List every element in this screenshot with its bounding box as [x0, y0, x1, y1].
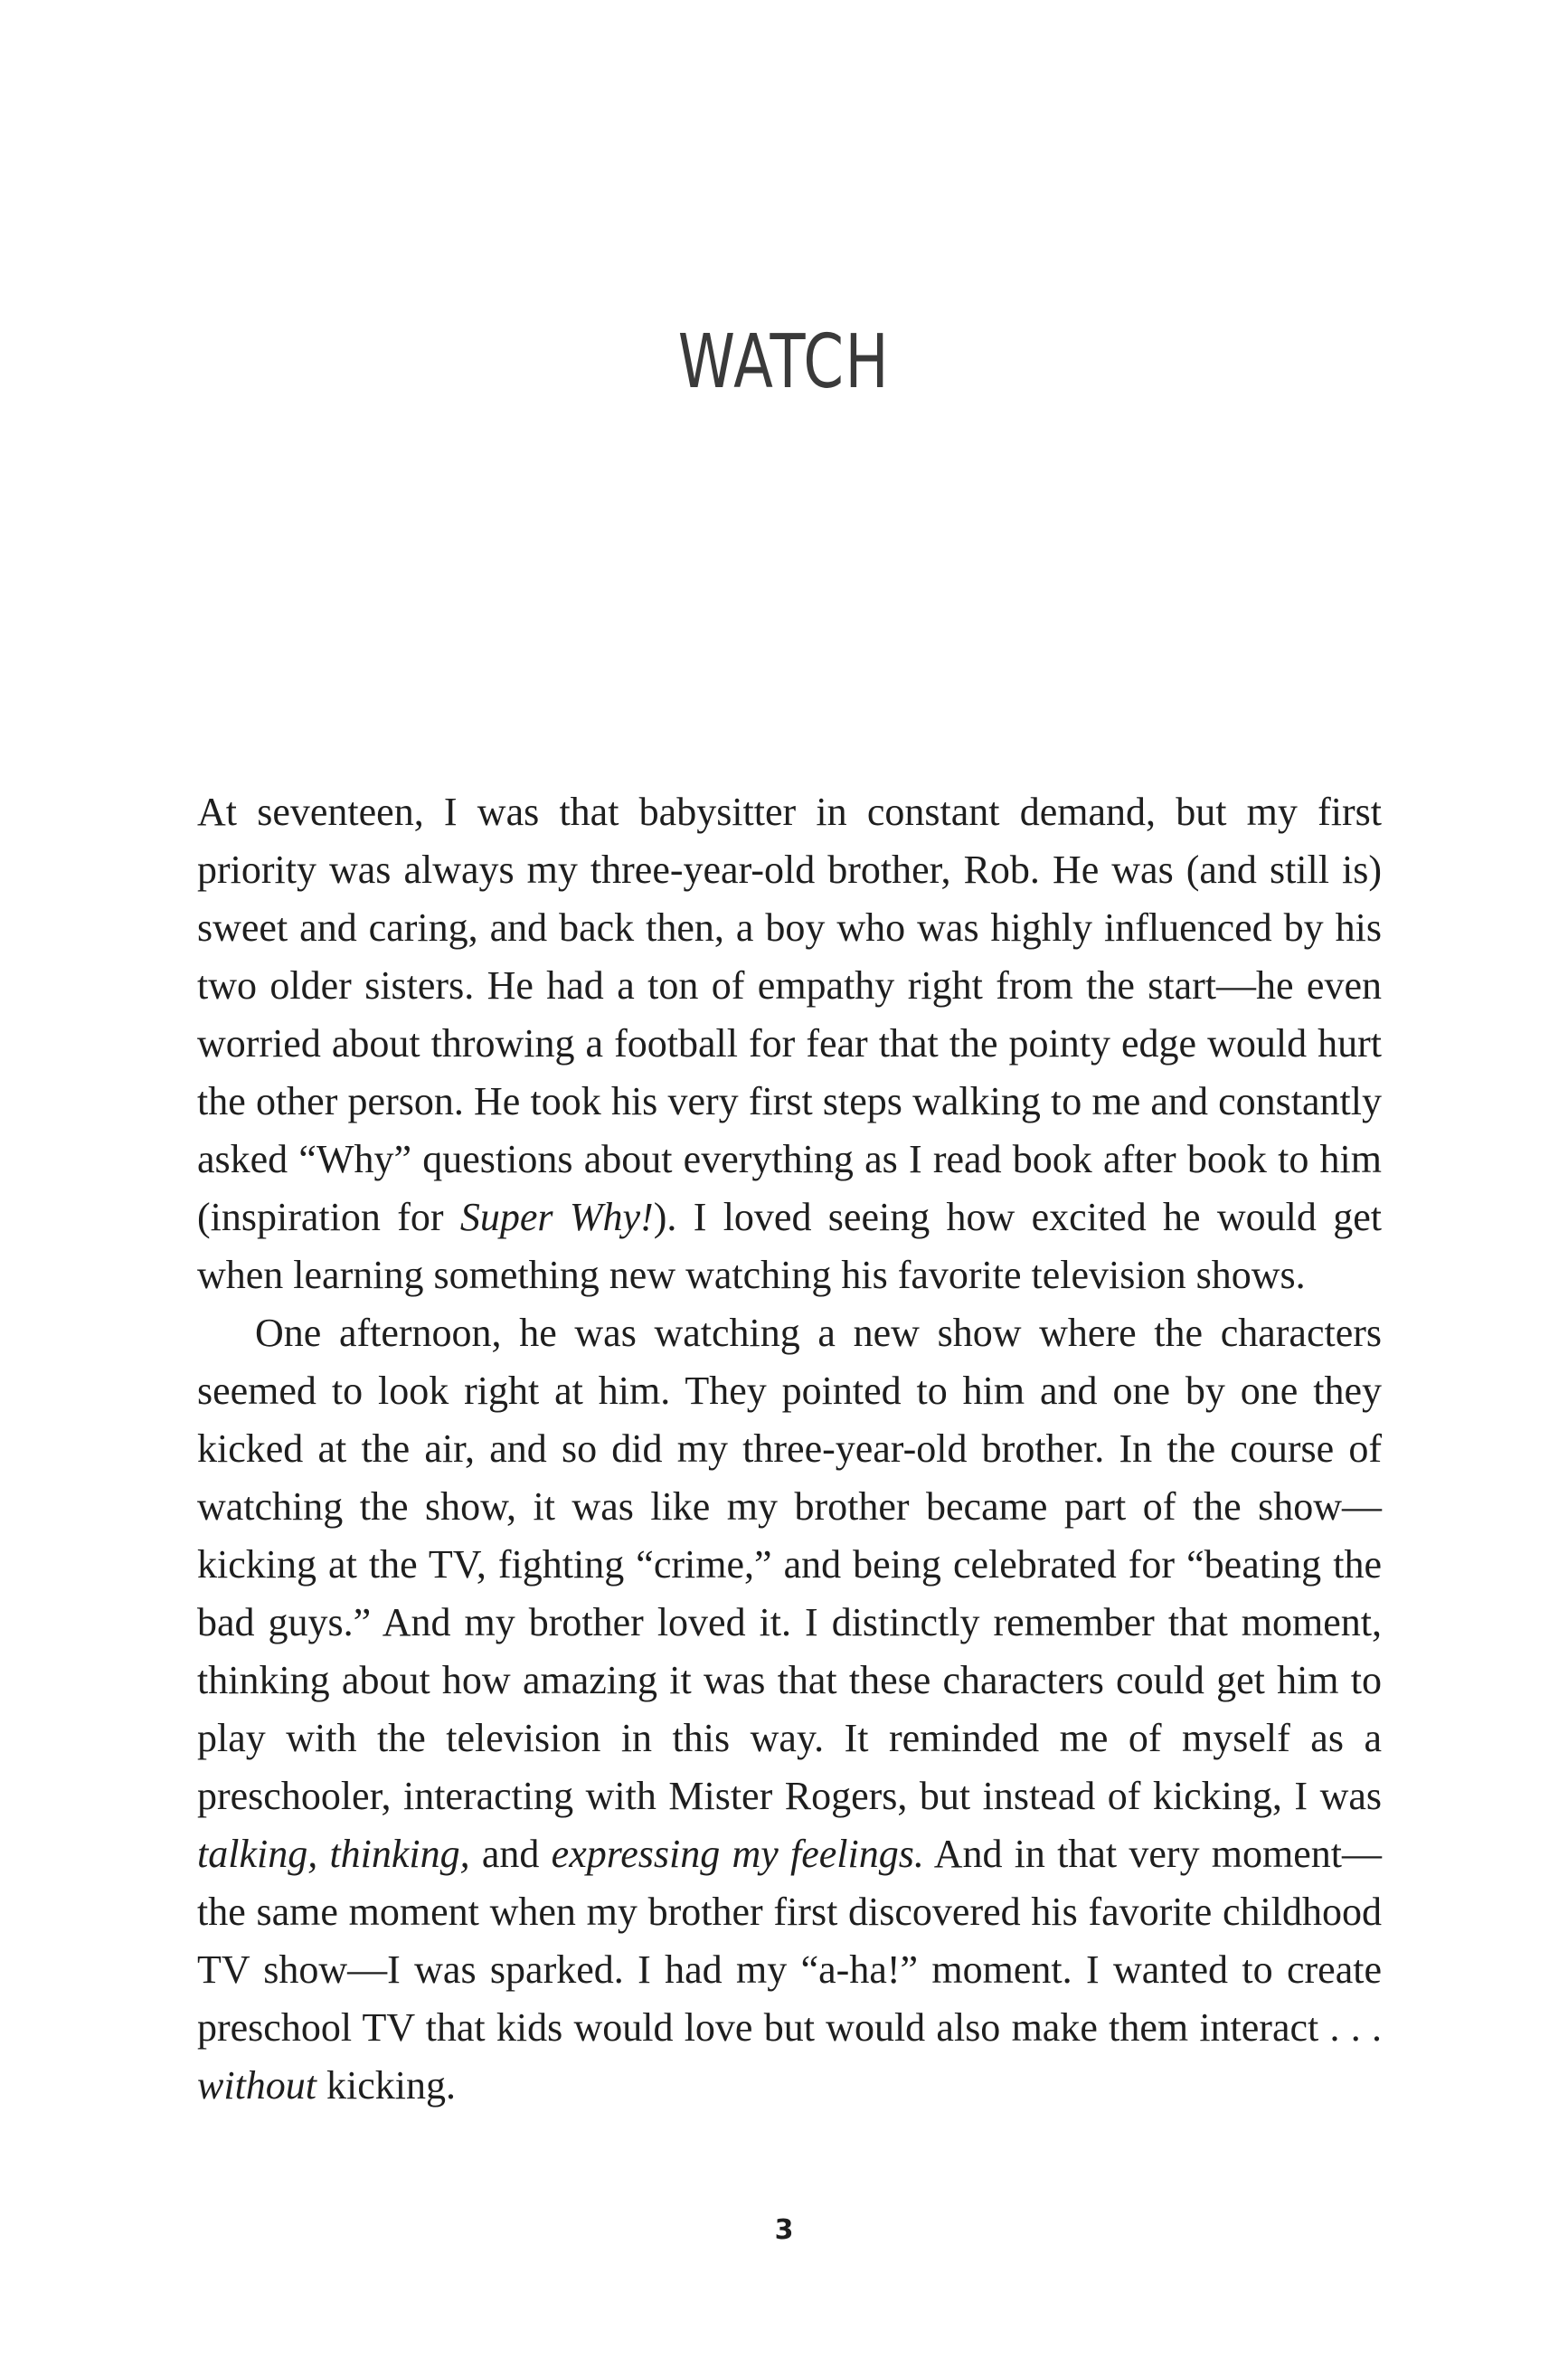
emphasis: expressing my feelings. — [551, 1832, 924, 1876]
text-run: One afternoon, he was watching a new show where the characters seemed to look right at him. They pointed to him and one by one they kicked at the air, and so did my three-year-old brother. In the course of watching the show, it was like my brother became part of the show—kicking at the TV, fighting “crime,” and being celebrated for “beating the bad guys.” And my brother loved it. I distinctly remember that moment, thinking about how amazing it was that these characters could get him to play with the television in this way. It reminded me of myself as a preschooler, interacting with Mister Rogers, but instead of kicking, I was — [197, 1311, 1382, 1818]
chapter-title: WATCH — [677, 319, 891, 405]
paragraph — [197, 1304, 1382, 2115]
text-run: ). I loved seeing how excited he would get when learning something new watching his favorite television shows. — [197, 1195, 1383, 1297]
page-number: 3 — [774, 2214, 794, 2246]
book-title: Super Why! — [459, 1195, 654, 1239]
text-run: And in that very moment—the same moment when my brother first discovered his favorite childhood TV show—I was sparked. I had my “a-ha!” moment. I wanted to create preschool TV that kids would love but would also make them interact . . . — [197, 1832, 1383, 2050]
emphasis: talking, thinking, — [197, 1832, 470, 1876]
paragraph — [197, 783, 1382, 1304]
text-run: and — [469, 1832, 552, 1876]
text-run: kicking. — [316, 2063, 457, 2108]
emphasis: without — [197, 2063, 317, 2108]
chapter-body — [197, 783, 1382, 2115]
text-run: At seventeen, I was that babysitter in constant demand, but my first priority was always my three-year-old brother, Rob. He was (and still is) sweet and caring, and back then, a boy who was highly influenced by his two older sisters. He had a ton of empathy right from the start—he even worried about throwing a football for fear that the pointy edge would hurt the other person. He took his very first steps walking to me and constantly asked “Why” questions about everything as I read book after book to him (inspiration for — [197, 790, 1382, 1239]
